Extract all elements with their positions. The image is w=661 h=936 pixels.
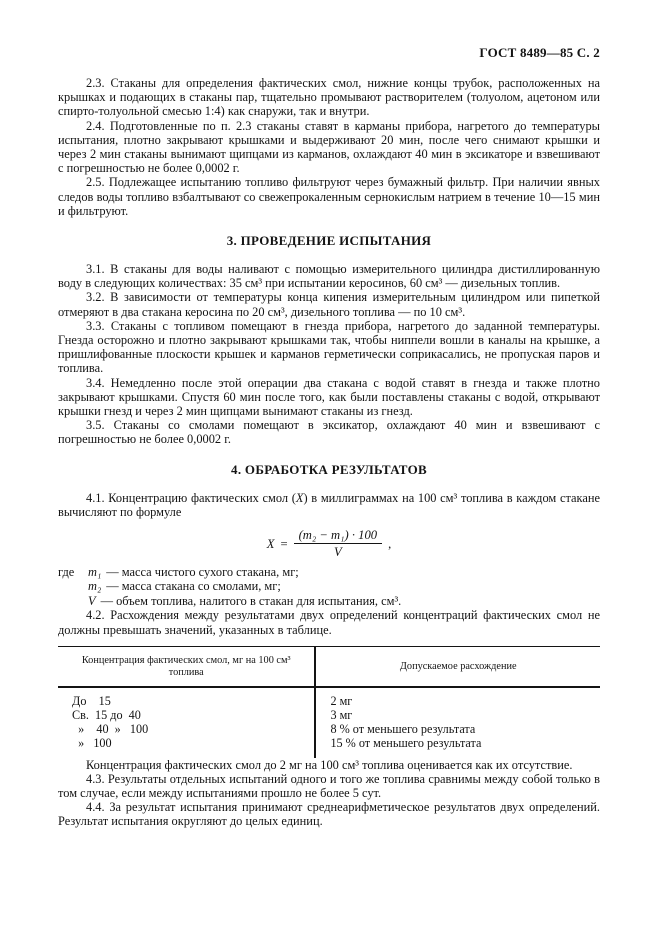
tolerance-cell: 2 мг (330, 693, 353, 708)
paragraph-3-5: 3.5. Стаканы со смолами помещают в эксикатор, охлаждают 40 мин и взвешивают с погрешностью не более 0,0002 г. (58, 418, 600, 447)
paragraph-2-4: 2.4. Подготовленные по п. 2.3 стаканы ставят в карманы прибора, нагретого до температуры испытания, плотно закрывают крышками и выдерживают 20 мин, после чего снимают крышки и через 2 мин стаканы вынимают щипцами из карманов, охлаждают 40 мин в эксикаторе и взвешивают с погрешностью не более 0,0002 г. (58, 118, 600, 176)
table-col2-header: Допускаемое расхождение (315, 646, 600, 687)
tolerance-cell: 3 мг (330, 707, 353, 722)
formula-lhs: X (266, 536, 275, 551)
concentration-range-cell: » 40 » 100 (58, 722, 315, 736)
variable-m1: m₁ (88, 565, 102, 580)
table-header-row (58, 646, 600, 687)
paragraph-4-1-text: 4.1. Концентрацию фактических смол ( (86, 490, 296, 505)
paragraph-4-2: 4.2. Расхождения между результатами двух определений концентраций фактических смол не должны превышать значений, указанных в таблице. (58, 608, 600, 637)
paragraph-4-1-text-cont: ) в миллиграммах на 100 см³ топлива в каждом стакане вычисляют по формуле (58, 490, 600, 519)
paragraph-4-3: 4.3. Результаты отдельных испытаний одного и того же топлива сравнимы между собой только в том случае, если между испытаниями прошло не более 5 сут. (58, 771, 600, 800)
concentration-range-cell: Св. 15 до 40 (58, 708, 315, 722)
formula-fraction (294, 528, 382, 559)
formula-legend-v (58, 594, 600, 608)
tolerance-cell: 15 % от меньшего результата (330, 736, 482, 751)
legend-v-description: — объем топлива, налитого в стакан для испытания, см³. (100, 593, 402, 608)
paragraph-3-4: 3.4. Немедленно после этой операции два стакана с водой ставят в гнезда и также плотно закрывают крышками. Спустя 60 мин после того, как были поставлены стаканы с водой, открывают крышки гнезд и через 2 мин щипцами вынимают стаканы из гнезд. (58, 375, 600, 419)
legend-m1-description: — масса чистого сухого стакана, мг; (106, 565, 299, 580)
formula-numerator: (m₂ − m₁) · 100 (298, 528, 378, 543)
legend-prefix: где (58, 565, 75, 580)
formula-equals: = (280, 536, 288, 551)
paragraph-3-1: 3.1. В стаканы для воды наливают с помощью измерительного цилиндра дистиллированную воду в следующих количествах: 35 см³ при испытании керосинов, 60 см³ — дизельных топлив. (58, 262, 600, 291)
page-content (58, 45, 600, 829)
variable-x: X (295, 490, 304, 505)
section-4-title: 4. ОБРАБОТКА РЕЗУЛЬТАТОВ (231, 461, 427, 477)
formula-denominator: V (294, 543, 382, 559)
legend-prefix (58, 579, 88, 593)
concentration-range-cell: » 100 (58, 736, 315, 757)
concentration-range-cell: До 15 (58, 687, 315, 708)
formula-legend-m2 (58, 579, 600, 593)
table-row (58, 722, 600, 736)
gost-standard-header: ГОСТ 8489—85 С. 2 (479, 45, 600, 60)
paragraph-3-2: 3.2. В зависимости от температуры конца кипения измерительным цилиндром или пипеткой отмеряют в два стакана керосина по 20 см³, дизельного топлива — по 10 см³. (58, 290, 600, 319)
tolerance-cell: 8 % от меньшего результата (330, 722, 476, 737)
concentration-formula (58, 528, 600, 559)
note-paragraph: Концентрация фактических смол до 2 мг на 100 см³ топлива оценивается как их отсутствие. (86, 757, 573, 772)
legend-m2-description: — масса стакана со смолами, мг; (106, 579, 281, 594)
legend-prefix (58, 594, 88, 608)
table-row (58, 687, 600, 708)
paragraph-4-1 (58, 491, 600, 519)
table-row (58, 736, 600, 757)
formula-comma: , (388, 536, 392, 551)
paragraph-2-5: 2.5. Подлежащее испытанию топливо фильтруют через бумажный фильтр. При наличии явных следов воды топливо взбалтывают со свежепрокаленным сернокислым натрием в течение 10—15 мин и фильтруют. (58, 175, 600, 218)
paragraph-4-4: 4.4. За результат испытания принимают среднеарифметическое результатов двух определений. Результат испытания округляют до целых единиц. (58, 800, 600, 829)
table-row (58, 708, 600, 722)
section-3-title: 3. ПРОВЕДЕНИЕ ИСПЫТАНИЯ (226, 233, 432, 249)
table-col1-header: Концентрация фактических смол, мг на 100 см³ топлива (58, 646, 315, 687)
formula-legend-m1 (58, 565, 600, 579)
paragraph-2-3: 2.3. Стаканы для определения фактических смол, нижние концы трубок, расположенных на крышках и подающих в стаканы пар, тщательно промывают растворителем (толуолом, ацетоном или спирто-толуольной смесью 1:4) как снаружи, так и внутри. (58, 76, 600, 119)
tolerance-table (58, 646, 600, 758)
paragraph-3-3: 3.3. Стаканы с топливом помещают в гнезда прибора, нагретого до заданной температуры. Гнезда осторожно и плотно закрывают крышками так, чтобы ниппели вошли в каналы на крышке, а пришлифованные плоскости крышек и карманов герметически соприкасались, не пропуская паров и топлива. (58, 318, 600, 376)
variable-v: V (88, 593, 96, 608)
variable-m2: m₂ (88, 579, 102, 594)
